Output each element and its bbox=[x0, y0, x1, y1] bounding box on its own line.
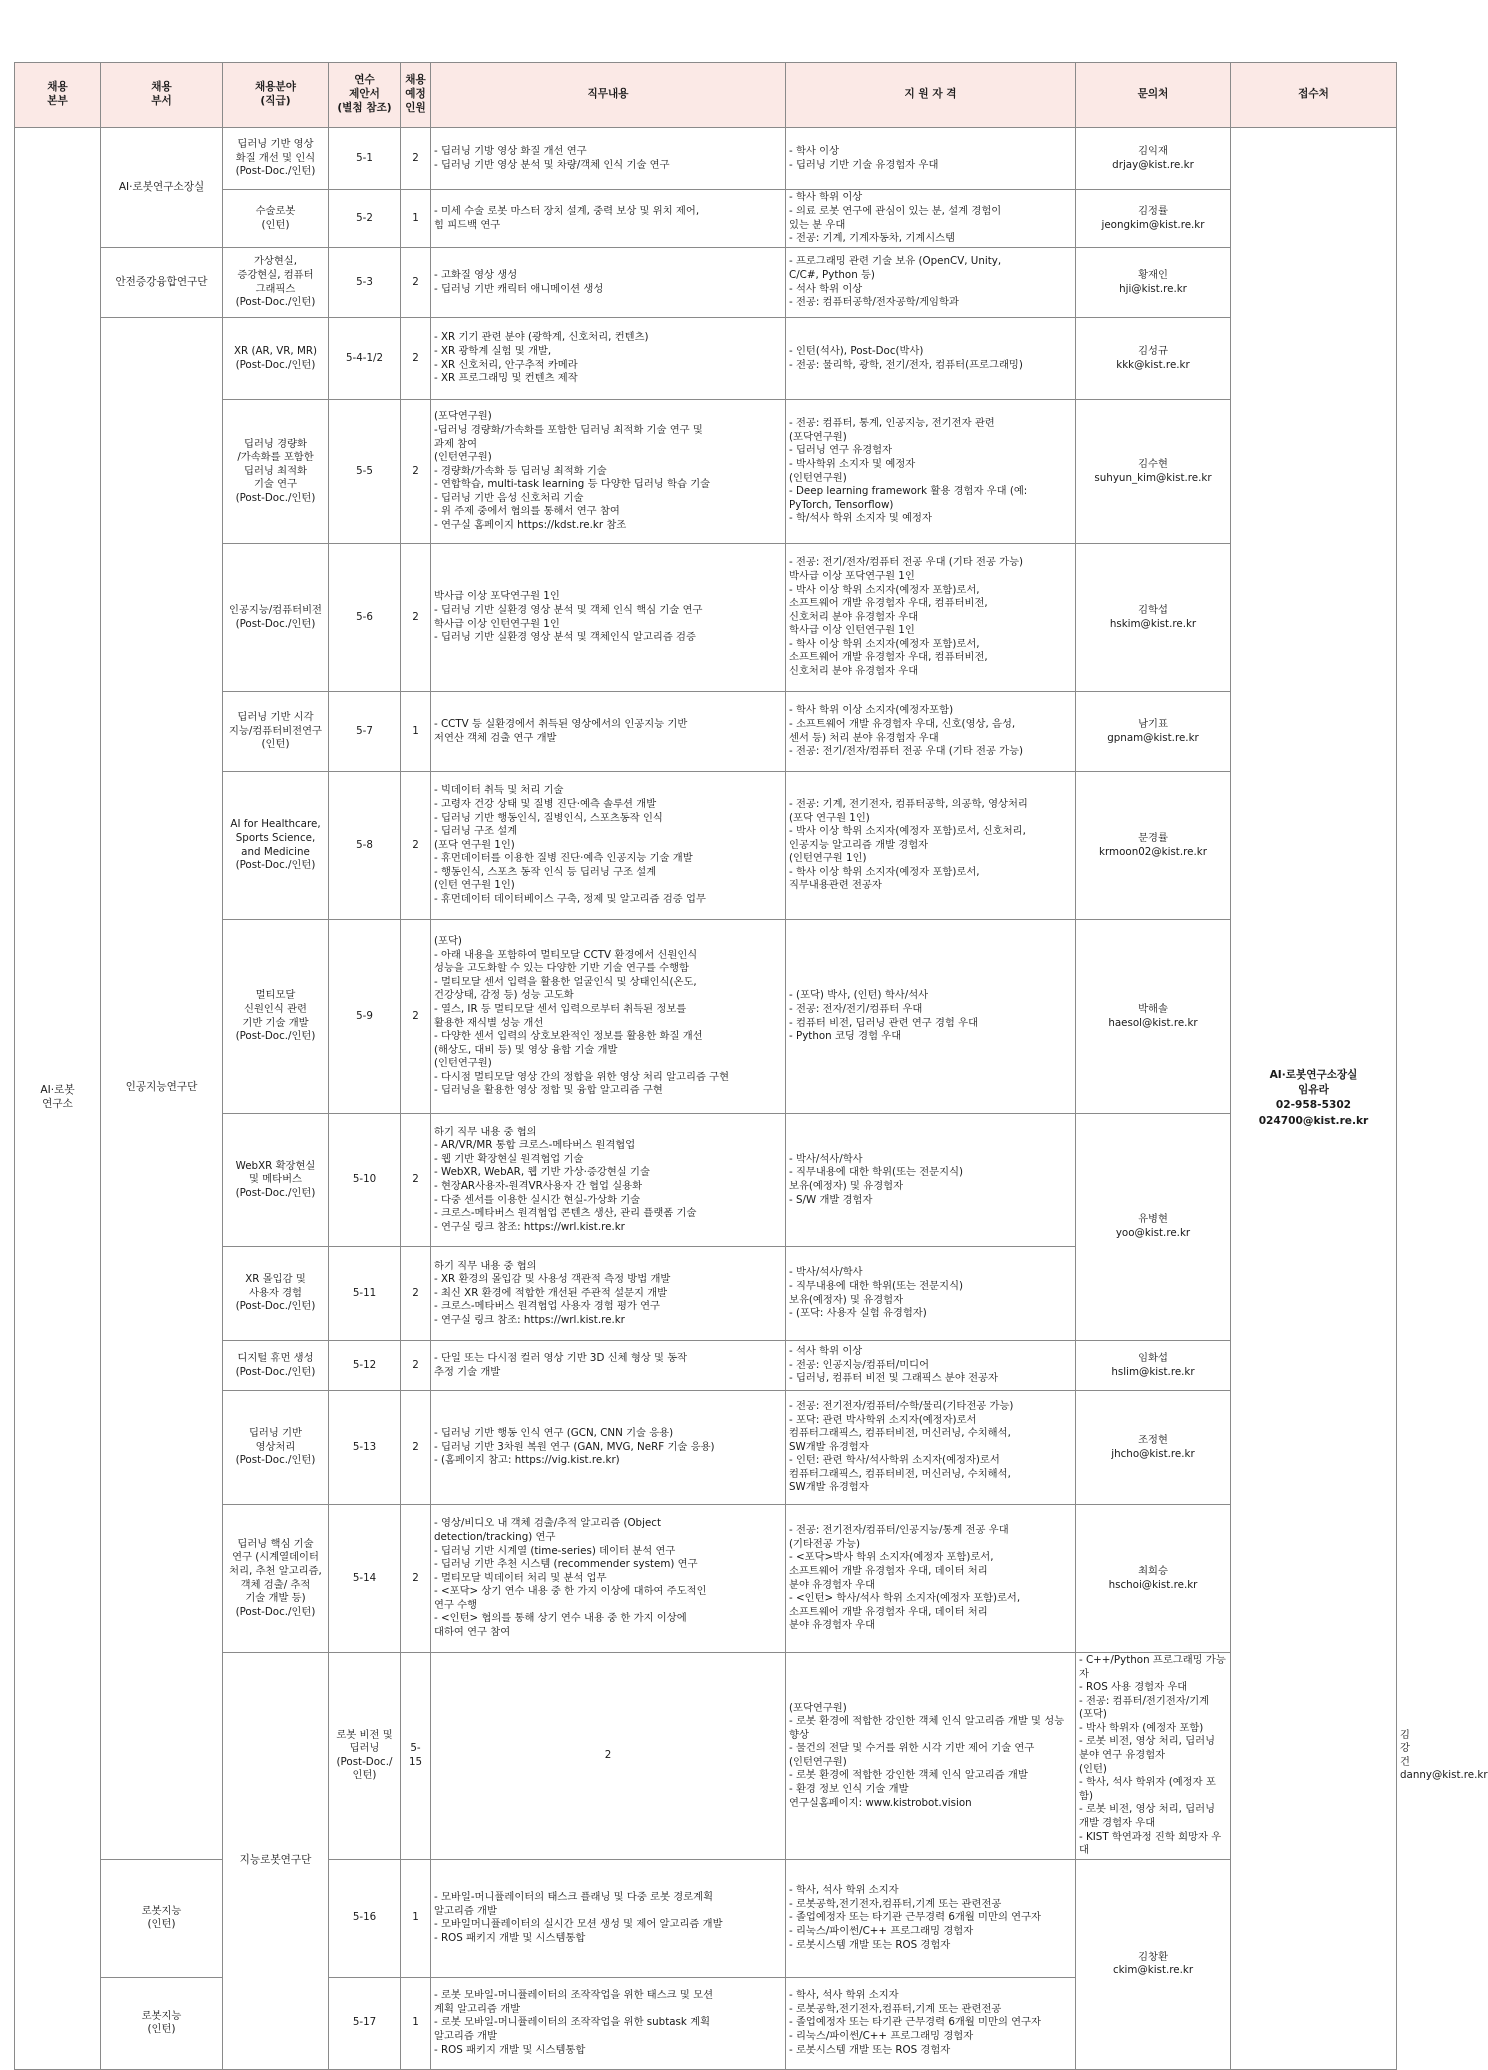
header-contact: 문의처 bbox=[1076, 63, 1231, 128]
planned-count-cell: 2 bbox=[401, 1505, 431, 1653]
planned-count-cell: 1 bbox=[401, 1859, 431, 1977]
qualifications-cell: - 전공: 기계, 전기전자, 컴퓨터공학, 의공학, 영상처리 (포닥 연구원 1인) - 박사 이상 학위 소지자(예정자 포함)로서, 신호처리, 인공지능 알고리즘 개발 경험자 (인턴연구원 1인) - 학사 이상 학위 소지자(예정자 포함)로서, 직무내용관련 전공자 bbox=[786, 772, 1076, 920]
planned-count-cell: 2 bbox=[401, 318, 431, 400]
planned-count-cell: 1 bbox=[401, 1977, 431, 2069]
field-cell: 로봇 비전 및 딥러닝 (Post-Doc./인턴) bbox=[329, 1653, 401, 1860]
table-row bbox=[15, 772, 1397, 920]
table-row bbox=[15, 544, 1397, 692]
recruitment-table bbox=[14, 62, 1488, 2070]
table-row bbox=[15, 400, 1397, 544]
field-cell: 로봇지능 (인턴) bbox=[101, 1977, 223, 2069]
planned-count-cell: 2 bbox=[401, 1247, 431, 1341]
table-row: 지능로봇연구단 로봇 비전 및 딥러닝 (Post-Doc./인턴) 5-15 2 (포닥연구원) - 로봇 환경에 적합한 강인한 객체 인식 알고리즘 개발 및 성능 향상 - 물건의 전달 및 수거를 위한 시각 기반 제어 기술 연구 (인턴연구원) - 로봇 환경에 적합한 강인한 객체 인식 알고리즘 개발 - 환경 정보 인식 기술 개발 연구실홈페이지: www.kistrobot.vision - C++/Python 프로그래밍 가능자 - ROS 사용 경험자 우대 - 전공: 컴퓨터/전기전자/기계 (포닥) - 박사 학위자 (예정자 포함) - 로봇 비전, 영상 처리, 딥러닝 분야 연구 유경험자 (인턴) - 학사, 석사 학위자 (예정자 포함) - 로봇 비전, 영상 처리, 딥러닝 개발 경험자 우대 - KIST 학연과정 진학 희망자 우대 김강건 danny@kist.re.kr bbox=[15, 1653, 1397, 1860]
planned-count-cell: 2 bbox=[401, 1114, 431, 1247]
dept-cell: 지능로봇연구단 bbox=[223, 1653, 329, 2070]
qualifications-cell: - C++/Python 프로그래밍 가능자 - ROS 사용 경험자 우대 - 전공: 컴퓨터/전기전자/기계 (포닥) - 박사 학위자 (예정자 포함) - 로봇 비전, 영상 처리, 딥러닝 분야 연구 유경험자 (인턴) - 학사, 석사 학위자 (예정자 포함) - 로봇 비전, 영상 처리, 딥러닝 개발 경험자 우대 - KIST 학연과정 진학 희망자 우대 bbox=[1076, 1653, 1231, 1860]
header-row bbox=[15, 63, 1397, 128]
table-row bbox=[15, 190, 1397, 248]
contact-cell: 김수현 suhyun_kim@kist.re.kr bbox=[1076, 400, 1231, 544]
field-cell: 딥러닝 기반 영상처리 (Post-Doc./인턴) bbox=[223, 1391, 329, 1505]
table-row bbox=[15, 248, 1397, 318]
contact-cell: 유병현 yoo@kist.re.kr bbox=[1076, 1114, 1231, 1341]
receiver-name: 임유라 bbox=[1298, 1083, 1329, 1096]
qualifications-cell: - (포닥) 박사, (인턴) 학사/석사 - 전공: 전자/전기/컴퓨터 우대 - 컴퓨터 비전, 딥러닝 관련 연구 경험 우대 - Python 코딩 경험 우대 bbox=[786, 920, 1076, 1114]
contact-cell: 최희승 hschoi@kist.re.kr bbox=[1076, 1505, 1231, 1653]
proposal-code-cell: 5-11 bbox=[329, 1247, 401, 1341]
duties-cell: - CCTV 등 실환경에서 취득된 영상에서의 인공지능 기반 저연산 객체 검출 연구 개발 bbox=[431, 692, 786, 772]
qualifications-cell: - 학사 이상 - 딥러닝 기반 기술 유경험자 우대 bbox=[786, 128, 1076, 190]
field-cell: 딥러닝 기반 영상 화질 개선 및 인식 (Post-Doc./인턴) bbox=[223, 128, 329, 190]
field-cell: 딥러닝 경량화 /가속화를 포함한 딥러닝 최적화 기술 연구 (Post-Doc./인턴) bbox=[223, 400, 329, 544]
contact-cell: 김창환 ckim@kist.re.kr bbox=[1076, 1859, 1231, 2069]
receiver-phone: 02-958-5302 bbox=[1275, 1099, 1352, 1112]
proposal-code-cell: 5-8 bbox=[329, 772, 401, 920]
duties-cell: 하기 직무 내용 중 협의 - XR 환경의 몰입감 및 사용성 객관적 측정 방법 개발 - 최신 XR 환경에 적합한 개선된 주관적 설문지 개발 - 크로스-메타버스 원격협업 사용자 경험 평가 연구 - 연구실 링크 참조: https://wrl.kist.re.kr bbox=[431, 1247, 786, 1341]
header-duties: 직무내용 bbox=[431, 63, 786, 128]
table-row bbox=[15, 1859, 1397, 1977]
header-receiver: 접수처 bbox=[1231, 63, 1397, 128]
contact-cell: 문경률 krmoon02@kist.re.kr bbox=[1076, 772, 1231, 920]
proposal-code-cell: 5-5 bbox=[329, 400, 401, 544]
proposal-code-cell: 5-1 bbox=[329, 128, 401, 190]
qualifications-cell: - 인턴(석사), Post-Doc(박사) - 전공: 물리학, 광학, 전기/전자, 컴퓨터(프로그래밍) bbox=[786, 318, 1076, 400]
proposal-code-cell: 5-4-1/2 bbox=[329, 318, 401, 400]
contact-cell: 김익재 drjay@kist.re.kr bbox=[1076, 128, 1231, 190]
planned-count-cell: 2 bbox=[401, 128, 431, 190]
contact-cell: 김성규 kkk@kist.re.kr bbox=[1076, 318, 1231, 400]
header-field: 채용분야 (직급) bbox=[223, 63, 329, 128]
field-cell: AI for Healthcare, Sports Science, and Medicine (Post-Doc./인턴) bbox=[223, 772, 329, 920]
field-cell: 로봇지능 (인턴) bbox=[101, 1859, 223, 1977]
proposal-code-cell: 5-3 bbox=[329, 248, 401, 318]
proposal-code-cell: 5-6 bbox=[329, 544, 401, 692]
receiver-cell bbox=[1231, 128, 1397, 2070]
planned-count-cell: 2 bbox=[401, 544, 431, 692]
dept-cell: AI·로봇연구소장실 bbox=[101, 128, 223, 248]
qualifications-cell: - 석사 학위 이상 - 전공: 인공지능/컴퓨터/미디어 - 딥러닝, 컴퓨터 비전 및 그래픽스 분야 전공자 bbox=[786, 1341, 1076, 1391]
receiver-email: 024700@kist.re.kr bbox=[1258, 1114, 1369, 1127]
planned-count-cell: 2 bbox=[401, 920, 431, 1114]
planned-count-cell: 2 bbox=[401, 772, 431, 920]
field-cell: 딥러닝 기반 시각 지능/컴퓨터비전연구 (인턴) bbox=[223, 692, 329, 772]
table-row bbox=[15, 1391, 1397, 1505]
contact-cell: 박해솔 haesol@kist.re.kr bbox=[1076, 920, 1231, 1114]
planned-count-cell: 2 bbox=[401, 1341, 431, 1391]
field-cell: 디지털 휴먼 생성 (Post-Doc./인턴) bbox=[223, 1341, 329, 1391]
contact-cell: 김학섭 hskim@kist.re.kr bbox=[1076, 544, 1231, 692]
duties-cell: - 빅데이터 취득 및 처리 기술 - 고령자 건강 상태 및 질병 진단·예측 솔루션 개발 - 딥러닝 기반 행동인식, 질병인식, 스포츠동작 인식 - 딥러닝 구조 설계 (포닥 연구원 1인) - 휴먼데이터를 이용한 질병 진단·예측 인공지능 기술 개발 - 행동인식, 스포츠 동작 인식 등 딥러닝 구조 설계 (인턴 연구원 1인) - 휴먼데이터 데이터베이스 구축, 정제 및 알고리즘 검증 업무 bbox=[431, 772, 786, 920]
duties-cell: (포닥연구원) -딥러닝 경량화/가속화를 포함한 딥러닝 최적화 기술 연구 및 과제 참여 (인턴연구원) - 경량화/가속화 등 딥러닝 최적화 기술 - 연합학습, multi-task learning 등 다양한 딥러닝 학습 기술 - 딥러닝 기반 음성 신호처리 기술 - 위 주제 중에서 협의를 통해서 연구 참여 - 연구실 홈페이지 https://kdst.re.kr 참조 bbox=[431, 400, 786, 544]
qualifications-cell: - 학사 학위 이상 소지자(예정자포함) - 소프트웨어 개발 유경험자 우대, 신호(영상, 음성, 센서 등) 처리 분야 유경험자 우대 - 전공: 전기/전자/컴퓨터 전공 우대 (기타 전공 가능) bbox=[786, 692, 1076, 772]
table-row bbox=[15, 128, 1397, 190]
header-qualifications: 지 원 자 격 bbox=[786, 63, 1076, 128]
contact-cell: 황재인 hji@kist.re.kr bbox=[1076, 248, 1231, 318]
proposal-code-cell: 5-12 bbox=[329, 1341, 401, 1391]
duties-cell: - 고화질 영상 생성 - 딥러닝 기반 캐릭터 애니메이션 생성 bbox=[431, 248, 786, 318]
contact-cell: 조정현 jhcho@kist.re.kr bbox=[1076, 1391, 1231, 1505]
table-row bbox=[15, 920, 1397, 1114]
contact-cell: 김정률 jeongkim@kist.re.kr bbox=[1076, 190, 1231, 248]
planned-count-cell: 1 bbox=[401, 692, 431, 772]
duties-cell: - 딥러닝 기방 영상 화질 개선 연구 - 딥러닝 기반 영상 분석 및 차량/객체 인식 기술 연구 bbox=[431, 128, 786, 190]
planned-count-cell: 2 bbox=[431, 1653, 786, 1860]
proposal-code-cell: 5-2 bbox=[329, 190, 401, 248]
proposal-code-cell: 5-16 bbox=[329, 1859, 401, 1977]
qualifications-cell: - 학사 학위 이상 - 의료 로봇 연구에 관심이 있는 분, 설계 경험이 있는 분 우대 - 전공: 기계, 기계자동차, 기계시스템 bbox=[786, 190, 1076, 248]
field-cell: 멀티모달 신원인식 관련 기반 기술 개발 (Post-Doc./인턴) bbox=[223, 920, 329, 1114]
header-planned: 채용 예정 인원 bbox=[401, 63, 431, 128]
field-cell: XR (AR, VR, MR) (Post-Doc./인턴) bbox=[223, 318, 329, 400]
table-row bbox=[15, 1505, 1397, 1653]
planned-count-cell: 2 bbox=[401, 400, 431, 544]
qualifications-cell: - 학사, 석사 학위 소지자 - 로봇공학,전기전자,컴퓨터,기계 또는 관련전공 - 졸업예정자 또는 타기관 근무경력 6개월 미만의 연구자 - 리눅스/파이썬/C++ 프로그래밍 경험자 - 로봇시스템 개발 또는 ROS 경험자 bbox=[786, 1859, 1076, 1977]
field-cell: 인공지능/컴퓨터비전 (Post-Doc./인턴) bbox=[223, 544, 329, 692]
field-cell: WebXR 확장현실 및 메타버스 (Post-Doc./인턴) bbox=[223, 1114, 329, 1247]
duties-cell: - 단일 또는 다시점 컬러 영상 기반 3D 신체 형상 및 동작 추정 기술 개발 bbox=[431, 1341, 786, 1391]
duties-cell: - 미세 수술 로봇 마스터 장치 설계, 중력 보상 및 위치 제어, 힘 피드백 연구 bbox=[431, 190, 786, 248]
header-hq: 채용 본부 bbox=[15, 63, 101, 128]
table-row bbox=[15, 692, 1397, 772]
qualifications-cell: - 전공: 전기전자/컴퓨터/인공지능/통계 전공 우대 (기타전공 가능) - <포닥>박사 학위 소지자(예정자 포함)로서, 소프트웨어 개발 유경험자 우대, 데이터 처리 분야 유경험자 우대 - <인턴> 학사/석사 학위 소지자(예정자 포함)로서, 소프트웨어 개발 유경험자 우대, 데이터 처리 분야 유경험자 우대 bbox=[786, 1505, 1076, 1653]
qualifications-cell: - 전공: 전기전자/컴퓨터/수학/물리(기타전공 가능) - 포닥: 관련 박사학위 소지자(예정자)로서 컴퓨터그래픽스, 컴퓨터비전, 머신러닝, 수치해석, SW개발 유경험자 - 인턴: 관련 학사/석사학위 소지자(예정자)로서 컴퓨터그래픽스, 컴퓨터비전, 머신러닝, 수치해석, SW개발 유경험자 bbox=[786, 1391, 1076, 1505]
qualifications-cell: - 프로그래밍 관련 기술 보유 (OpenCV, Unity, C/C#, Python 등) - 석사 학위 이상 - 전공: 컴퓨터공학/전자공학/게임학과 bbox=[786, 248, 1076, 318]
duties-cell: (포닥연구원) - 로봇 환경에 적합한 강인한 객체 인식 알고리즘 개발 및 성능 향상 - 물건의 전달 및 수거를 위한 시각 기반 제어 기술 연구 (인턴연구원) - 로봇 환경에 적합한 강인한 객체 인식 알고리즘 개발 - 환경 정보 인식 기술 개발 연구실홈페이지: www.kistrobot.vision bbox=[786, 1653, 1076, 1860]
field-cell: XR 몰입감 및 사용자 경험 (Post-Doc./인턴) bbox=[223, 1247, 329, 1341]
table-row bbox=[15, 318, 1397, 400]
duties-cell: - 모바일-머니퓰레이터의 태스크 플래닝 및 다중 로봇 경로계획 알고리즘 개발 - 모바일머니퓰레이터의 실시간 모션 생성 및 제어 알고리즘 개발 - ROS 패키지 개발 및 시스템통합 bbox=[431, 1859, 786, 1977]
table-body bbox=[15, 128, 1488, 2070]
duties-cell: 박사급 이상 포닥연구원 1인 - 딥러닝 기반 실환경 영상 분석 및 객체 인식 핵심 기술 연구 학사급 이상 인턴연구원 1인 - 딥러닝 기반 실환경 영상 분석 및 객체인식 알고리즘 검증 bbox=[431, 544, 786, 692]
qualifications-cell: - 전공: 컴퓨터, 통계, 인공지능, 전기전자 관련 (포닥연구원) - 딥러닝 연구 유경험자 - 박사학위 소지자 및 예정자 (인턴연구원) - Deep learning framework 활용 경험자 우대 (예: PyTorch, Tensorflow) - 학/석사 학위 소지자 및 예정자 bbox=[786, 400, 1076, 544]
table-row bbox=[15, 1341, 1397, 1391]
proposal-code-cell: 5-10 bbox=[329, 1114, 401, 1247]
duties-cell: - 딥러닝 기반 행동 인식 연구 (GCN, CNN 기술 응용) - 딥러닝 기반 3차원 복원 연구 (GAN, MVG, NeRF 기술 응용) - (홈페이지 참고: https://vig.kist.re.kr) bbox=[431, 1391, 786, 1505]
duties-cell: - 로봇 모바일-머니퓰레이터의 조작작업을 위한 태스크 및 모션 계획 알고리즘 개발 - 로봇 모바일-머니퓰레이터의 조작작업을 위한 subtask 계획 알고리즘 개발 - ROS 패키지 개발 및 시스템통합 bbox=[431, 1977, 786, 2069]
dept-cell: 인공지능연구단 bbox=[101, 318, 223, 1860]
proposal-code-cell: 5-7 bbox=[329, 692, 401, 772]
planned-count-cell: 1 bbox=[401, 190, 431, 248]
header-dept: 채용 부서 bbox=[101, 63, 223, 128]
qualifications-cell: - 학사, 석사 학위 소지자 - 로봇공학,전기전자,컴퓨터,기계 또는 관련전공 - 졸업예정자 또는 타기관 근무경력 6개월 미만의 연구자 - 리눅스/파이썬/C++ 프로그래밍 경험자 - 로봇시스템 개발 또는 ROS 경험자 bbox=[786, 1977, 1076, 2069]
duties-cell: - XR 기기 관련 분야 (광학계, 신호처리, 컨텐츠) - XR 광학계 실험 및 개발, - XR 신호처리, 안구추적 카메라 - XR 프로그래밍 및 컨텐츠 제작 bbox=[431, 318, 786, 400]
proposal-code-cell: 5-9 bbox=[329, 920, 401, 1114]
duties-cell: (포닥) - 아래 내용을 포함하여 멀티모달 CCTV 환경에서 신원인식 성능을 고도화할 수 있는 다양한 기반 기술 연구를 수행함 - 멀티모달 센서 입력을 활용한 얼굴인식 및 상태인식(온도, 건강상태, 감정 등) 성능 고도화 - 열스, IR 등 멀티모달 센서 입력으로부터 취득된 정보를 활용한 재식별 성능 개선 - 다양한 센서 입력의 상호보완적인 정보를 활용한 화질 개선 (해상도, 대비 등) 및 영상 융합 기술 개발 (인턴연구원) - 다시점 멀티모달 영상 간의 정합을 위한 영상 처리 알고리즘 구현 - 딥러닝을 활용한 영상 정합 및 융합 알고리즘 구현 bbox=[431, 920, 786, 1114]
field-cell: 수술로봇 (인턴) bbox=[223, 190, 329, 248]
planned-count-cell: 2 bbox=[401, 1391, 431, 1505]
duties-cell: - 영상/비디오 내 객체 검출/추적 알고리즘 (Object detection/tracking) 연구 - 딥러닝 기반 시계열 (time-series) 데이터 분석 연구 - 딥러닝 기반 추천 시스템 (recommender system) 연구 - 멀티모달 빅데이터 처리 및 분석 업무 - <포닥> 상기 연수 내용 중 한 가지 이상에 대하여 주도적인 연구 수행 - <인턴> 협의를 통해 상기 연수 내용 중 한 가지 이상에 대하여 연구 참여 bbox=[431, 1505, 786, 1653]
header-proposal: 연수 제안서 (별첨 참조) bbox=[329, 63, 401, 128]
qualifications-cell: - 박사/석사/학사 - 직무내용에 대한 학위(또는 전문지식) 보유(예정자) 및 유경험자 - S/W 개발 경험자 bbox=[786, 1114, 1076, 1247]
table-row bbox=[15, 1114, 1397, 1247]
contact-cell: 임화섭 hslim@kist.re.kr bbox=[1076, 1341, 1231, 1391]
proposal-code-cell: 5-15 bbox=[401, 1653, 431, 1860]
field-cell: 딥러닝 핵심 기술 연구 (시계열데이터 처리, 추천 알고리즘, 객체 검출/ 추적 기술 개발 등) (Post-Doc./인턴) bbox=[223, 1505, 329, 1653]
field-cell: 가상현실, 증강현실, 컴퓨터 그래픽스 (Post-Doc./인턴) bbox=[223, 248, 329, 318]
proposal-code-cell: 5-17 bbox=[329, 1977, 401, 2069]
proposal-code-cell: 5-14 bbox=[329, 1505, 401, 1653]
planned-count-cell: 2 bbox=[401, 248, 431, 318]
duties-cell: 하기 직무 내용 중 협의 - AR/VR/MR 통합 크로스-메타버스 원격협업 - 웹 기반 확장현실 원격협업 기술 - WebXR, WebAR, 웹 기반 가상·증강현실 기술 - 현장AR사용자-원격VR사용자 간 협업 실용화 - 다중 센서를 이용한 실시간 현실-가상화 기술 - 크로스-메타버스 원격협업 콘텐츠 생산, 관리 플랫폼 기술 - 연구실 링크 참조: https://wrl.kist.re.kr bbox=[431, 1114, 786, 1247]
receiver-org: AI·로봇연구소장실 bbox=[1269, 1068, 1358, 1081]
proposal-code-cell: 5-13 bbox=[329, 1391, 401, 1505]
qualifications-cell: - 전공: 전기/전자/컴퓨터 전공 우대 (기타 전공 가능) 박사급 이상 포닥연구원 1인 - 박사 이상 학위 소지자(예정자 포함)로서, 소프트웨어 개발 유경험자 우대, 컴퓨터비전, 신호처리 분야 유경험자 우대 학사급 이상 인턴연구원 1인 - 학사 이상 학위 소지자(예정자 포함)로서, 소프트웨어 개발 유경험자 우대, 컴퓨터비전, 신호처리 분야 유경험자 우대 bbox=[786, 544, 1076, 692]
contact-cell: 남기표 gpnam@kist.re.kr bbox=[1076, 692, 1231, 772]
hq-cell: AI·로봇 연구소 bbox=[15, 128, 101, 2070]
qualifications-cell: - 박사/석사/학사 - 직무내용에 대한 학위(또는 전문지식) 보유(예정자) 및 유경험자 - (포닥: 사용자 실험 유경험자) bbox=[786, 1247, 1076, 1341]
dept-cell: 안전증강융합연구단 bbox=[101, 248, 223, 318]
